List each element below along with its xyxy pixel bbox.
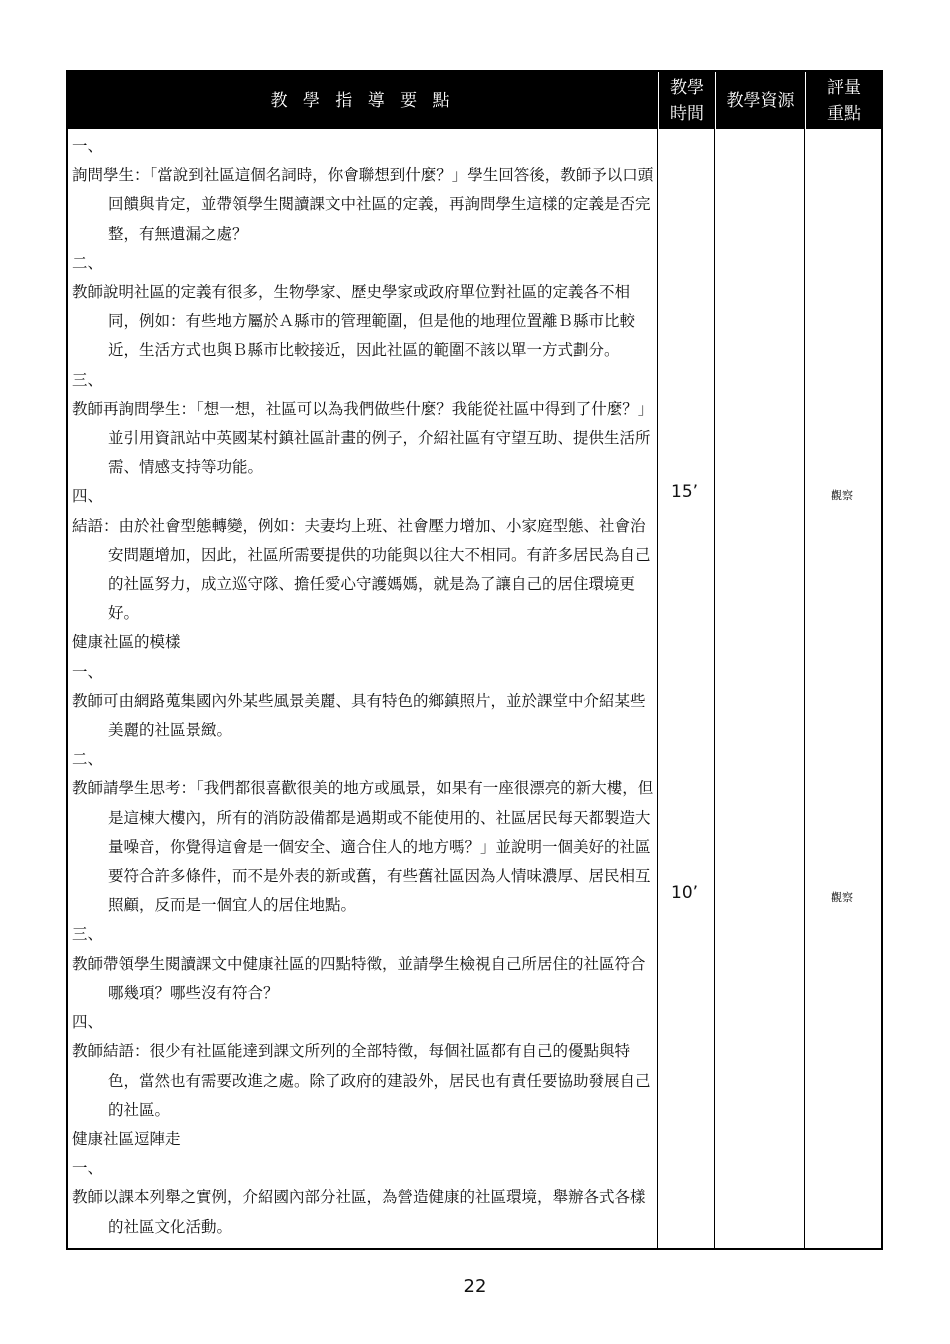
table-header bbox=[68, 72, 881, 129]
header-teaching-points: 教 學 指 導 要 點 bbox=[270, 90, 455, 111]
lesson-table bbox=[66, 70, 883, 1250]
section-heading: 二、 bbox=[72, 750, 104, 769]
column-divider bbox=[657, 129, 658, 1248]
section-heading: 一、 bbox=[72, 662, 104, 681]
section-heading: 一、 bbox=[72, 137, 104, 155]
column-divider bbox=[714, 129, 715, 1248]
instruction-paragraph: 教師帶領學生閱讀課文中健康社區的四點特徵，並請學生檢視自己所居住的社區符合哪幾項？哪些沒有符合？ bbox=[72, 954, 646, 1002]
section-heading: 一、 bbox=[72, 1159, 104, 1178]
evaluation-value: 觀察 bbox=[831, 489, 853, 502]
section-heading: 健康社區逗陣走 bbox=[72, 1129, 181, 1148]
time-value: 10’ bbox=[671, 883, 699, 903]
section-heading: 二、 bbox=[72, 253, 104, 272]
instruction-paragraph: 教師以課本列舉之實例，介紹國內部分社區，為營造健康的社區環境，舉辦各式各樣的社區文化活動。 bbox=[72, 1188, 646, 1236]
instruction-paragraph: 教師可由網路蒐集國內外某些風景美麗、具有特色的鄉鎮照片，並於課堂中介紹某些美麗的社區景緻。 bbox=[72, 691, 646, 740]
header-teaching-resources: 教學資源 bbox=[715, 72, 805, 129]
column-divider bbox=[804, 129, 805, 1248]
teaching-points-column bbox=[72, 132, 654, 1242]
header-evaluation-points: 評量 重點 bbox=[805, 72, 882, 129]
evaluation-value: 觀察 bbox=[831, 891, 853, 904]
section-heading: 四、 bbox=[72, 1013, 104, 1032]
page-number: 22 bbox=[463, 1276, 487, 1297]
instruction-paragraph: 教師再詢問學生：「想一想，社區可以為我們做些什麼？我能從社區中得到了什麼？」並引用資訊站中英國某村鎮社區計畫的例子，介紹社區有守望互助、提供生活所需、情感支持等功能。 bbox=[72, 399, 654, 477]
section-heading: 三、 bbox=[72, 925, 104, 944]
section-heading: 三、 bbox=[72, 370, 104, 389]
instruction-paragraph: 詢問學生：「當說到社區這個名詞時，你會聯想到什麼？」學生回答後，教師予以口頭回饋與肯定，並帶領學生閱讀課文中社區的定義，再詢問學生這樣的定義是否完整，有無遺漏之處？ bbox=[72, 166, 654, 243]
instruction-paragraph: 教師結語：很少有社區能達到課文所列的全部特徵，每個社區都有自己的優點與特色，當然也有需要改進之處。除了政府的建設外，居民也有責任要協助發展自己的社區。 bbox=[72, 1042, 651, 1119]
time-value: 15’ bbox=[671, 482, 699, 502]
section-heading: 健康社區的模樣 bbox=[72, 633, 181, 652]
header-teaching-time: 教學 時間 bbox=[658, 72, 715, 129]
instruction-paragraph: 結語：由於社會型態轉變，例如：夫妻均上班、社會壓力增加、小家庭型態、社會治安問題增加，因此，社區所需要提供的功能與以往大不相同。有許多居民為自己的社區努力，成立巡守隊、擔任愛心守護媽媽，就是為了讓自己的居住環境更好。 bbox=[72, 516, 651, 623]
instruction-paragraph: 教師說明社區的定義有很多，生物學家、歷史學家或政府單位對社區的定義各不相同，例如：有些地方屬於Ａ縣市的管理範圍，但是他的地理位置離Ｂ縣市比較近，生活方式也與Ｂ縣市比較接近，因此社區的範圍不該以單一方式劃分。 bbox=[72, 283, 636, 360]
instruction-paragraph: 教師請學生思考：「我們都很喜歡很美的地方或風景，如果有一座很漂亮的新大樓，但是這棟大樓內，所有的消防設備都是過期或不能使用的、社區居民每天都製造大量噪音，你覺得這會是一個安全、適合住人的地方嗎？」並說明一個美好的社區要符合許多條件，而不是外表的新或舊，有些舊社區因為人情味濃厚、居民相互照顧，反而是一個宜人的居住地點。 bbox=[72, 779, 654, 915]
section-heading: 四、 bbox=[72, 487, 104, 506]
